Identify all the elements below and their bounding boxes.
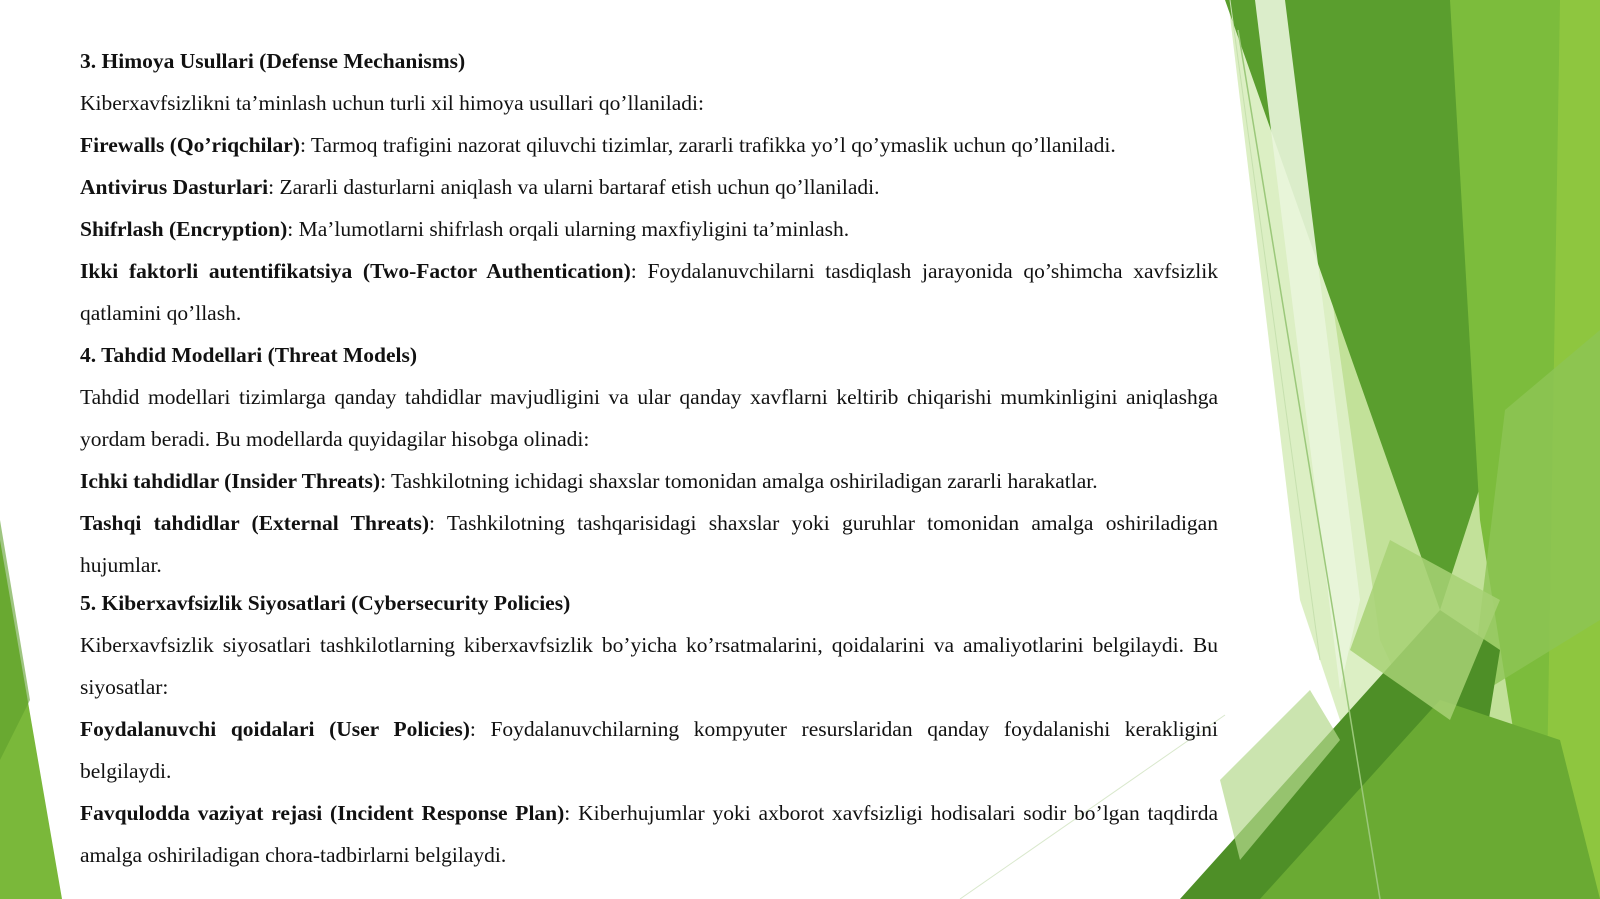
definition-text: : Kiberhujumlar yoki axborot xavfsizligi hodisalari sodir bo’lgan taqdirda amalga oshiriladigan chora-tadbirlarni belgilaydi. — [80, 801, 1218, 867]
definition-term: Shifrlash (Encryption) — [80, 217, 288, 241]
definition-item — [80, 208, 1218, 250]
definition-term: Ichki tahdidlar (Insider Threats) — [80, 469, 381, 493]
definition-text: : Tashkilotning tashqarisidagi shaxslar yoki guruhlar tomonidan amalga oshiriladigan hujumlar. — [80, 511, 1218, 577]
definition-text: : Ma’lumotlarni shifrlash orqali ularning maxfiyligini ta’minlash. — [287, 217, 850, 241]
definition-term: Firewalls (Qo’riqchilar) — [80, 133, 300, 157]
definition-term: Ikki faktorli autentifikatsiya (Two-Factor Authentication) — [80, 259, 631, 283]
definition-text: : Foydalanuvchilarning kompyuter resurslaridan qanday foydalanishi kerakligini belgilaydi. — [80, 717, 1218, 783]
paragraph: Tahdid modellari tizimlarga qanday tahdidlar mavjudligini va ular qanday xavflarni keltirib chiqarishi mumkinligini aniqlashga yordam beradi. Bu modellarda quyidagilar hisobga olinadi: — [80, 385, 1218, 451]
document-body — [80, 40, 1218, 876]
definition-item — [80, 250, 1218, 334]
definition-text: : Tarmoq trafigini nazorat qiluvchi tizimlar, zararli trafikka yo’l qo’ymaslik uchun qo’llaniladi. — [299, 133, 1116, 157]
definition-item — [80, 124, 1218, 166]
definition-term: Foydalanuvchi qoidalari (User Policies) — [80, 717, 470, 741]
definition-term: Favqulodda vaziyat rejasi (Incident Response Plan) — [80, 801, 565, 825]
definition-term: Tashqi tahdidlar (External Threats) — [80, 511, 430, 535]
definition-item — [80, 708, 1218, 792]
definition-item — [80, 166, 1218, 208]
definition-item — [80, 792, 1218, 876]
definition-item — [80, 460, 1218, 502]
section-heading: 3. Himoya Usullari (Defense Mechanisms) — [80, 49, 466, 73]
section-heading: 5. Kiberxavfsizlik Siyosatlari (Cybersecurity Policies) — [80, 591, 571, 615]
definition-item — [80, 502, 1218, 586]
definition-text: : Foydalanuvchilarni tasdiqlash jarayonida qo’shimcha xavfsizlik qatlamini qo’llash. — [80, 259, 1218, 325]
paragraph: Kiberxavfsizlik siyosatlari tashkilotlarning kiberxavfsizlik bo’yicha ko’rsatmalarini, qoidalarini va amaliyotlarini belgilaydi. Bu siyosatlar: — [80, 633, 1218, 699]
paragraph: Kiberxavfsizlikni ta’minlash uchun turli xil himoya usullari qo’llaniladi: — [80, 91, 704, 115]
definition-term: Antivirus Dasturlari — [80, 175, 269, 199]
section-heading: 4. Tahdid Modellari (Threat Models) — [80, 343, 418, 367]
definition-text: : Tashkilotning ichidagi shaxslar tomonidan amalga oshiriladigan zararli harakatlar. — [380, 469, 1098, 493]
definition-text: : Zararli dasturlarni aniqlash va ularni bartaraf etish uchun qo’llaniladi. — [268, 175, 880, 199]
